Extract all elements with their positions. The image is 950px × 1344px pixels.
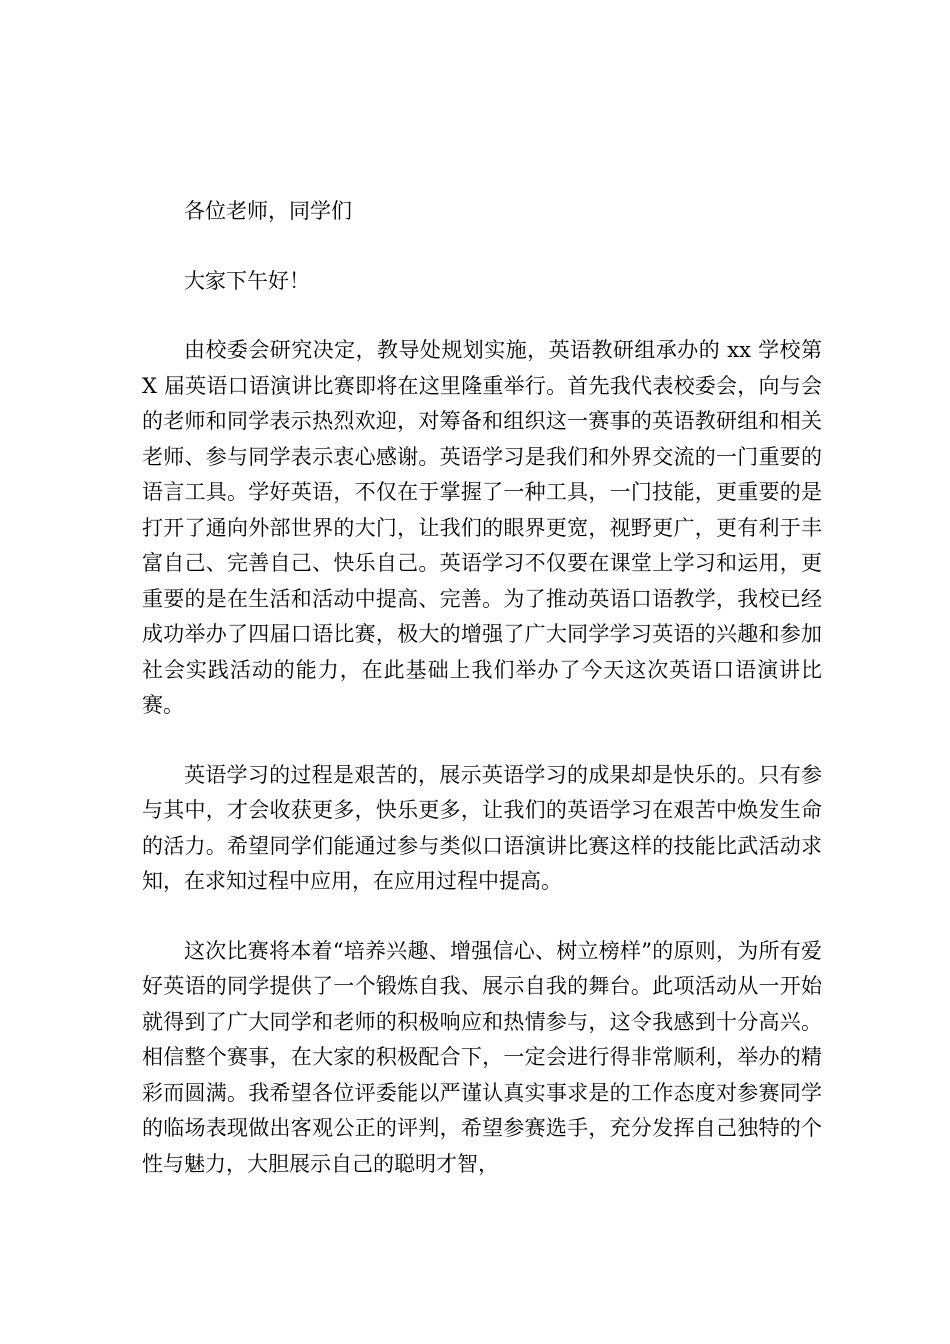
paragraph-2: 英语学习的过程是艰苦的，展示英语学习的成果却是快乐的。只有参与其中，才会收获更多，快乐更多，让我们的英语学习在艰苦中焕发生命的活力。希望同学们能通过参与类似口语演讲比赛这样的技能比武活动求知，在求知过程中应用，在应用过程中提高。 [142,762,822,893]
greeting: 大家下午好！ [184,268,310,293]
salutation: 各位老师，同学们 [184,199,352,223]
paragraph-3: 这次比赛将本着“培养兴趣、增强信心、树立榜样”的原则，为所有爱好英语的同学提供了一个锻炼自我、展示自我的舞台。此项活动从一开始就得到了广大同学和老师的积极响应和热情参与，这令我感到十分高兴。相信整个赛事，在大家的积极配合下，一定会进行得非常顺利，举办的精彩而圆满。我希望各位评委能以严谨认真实事求是的工作态度对参赛同学的临场表现做出客观公正的评判，希望参赛选手，充分发挥自己独特的个性与魅力，大胆展示自己的聪明才智， [142,938,822,1176]
paragraph-1: 由校委会研究决定，教导处规划实施，英语教研组承办的 xx 学校第 X 届英语口语演讲比赛即将在这里隆重举行。首先我代表校委会，向与会的老师和同学表示热烈欢迎，对筹备和组织这一赛事的英语教研组和相关老师、参与同学表示衷心感谢。英语学习是我们和外界交流的一门重要的语言工具。学好英语，不仅在于掌握了一种工具，一门技能，更重要的是打开了通向外部世界的大门，让我们的眼界更宽，视野更广，更有利于丰富自己、完善自己、快乐自己。英语学习不仅要在课堂上学习和运用，更重要的是在生活和活动中提高、完善。为了推动英语口语教学，我校已经成功举办了四届口语比赛，极大的增强了广大同学学习英语的兴趣和参加社会实践活动的能力，在此基础上我们举办了今天这次英语口语演讲比赛。 [142,338,822,717]
document-body [142,194,822,1182]
